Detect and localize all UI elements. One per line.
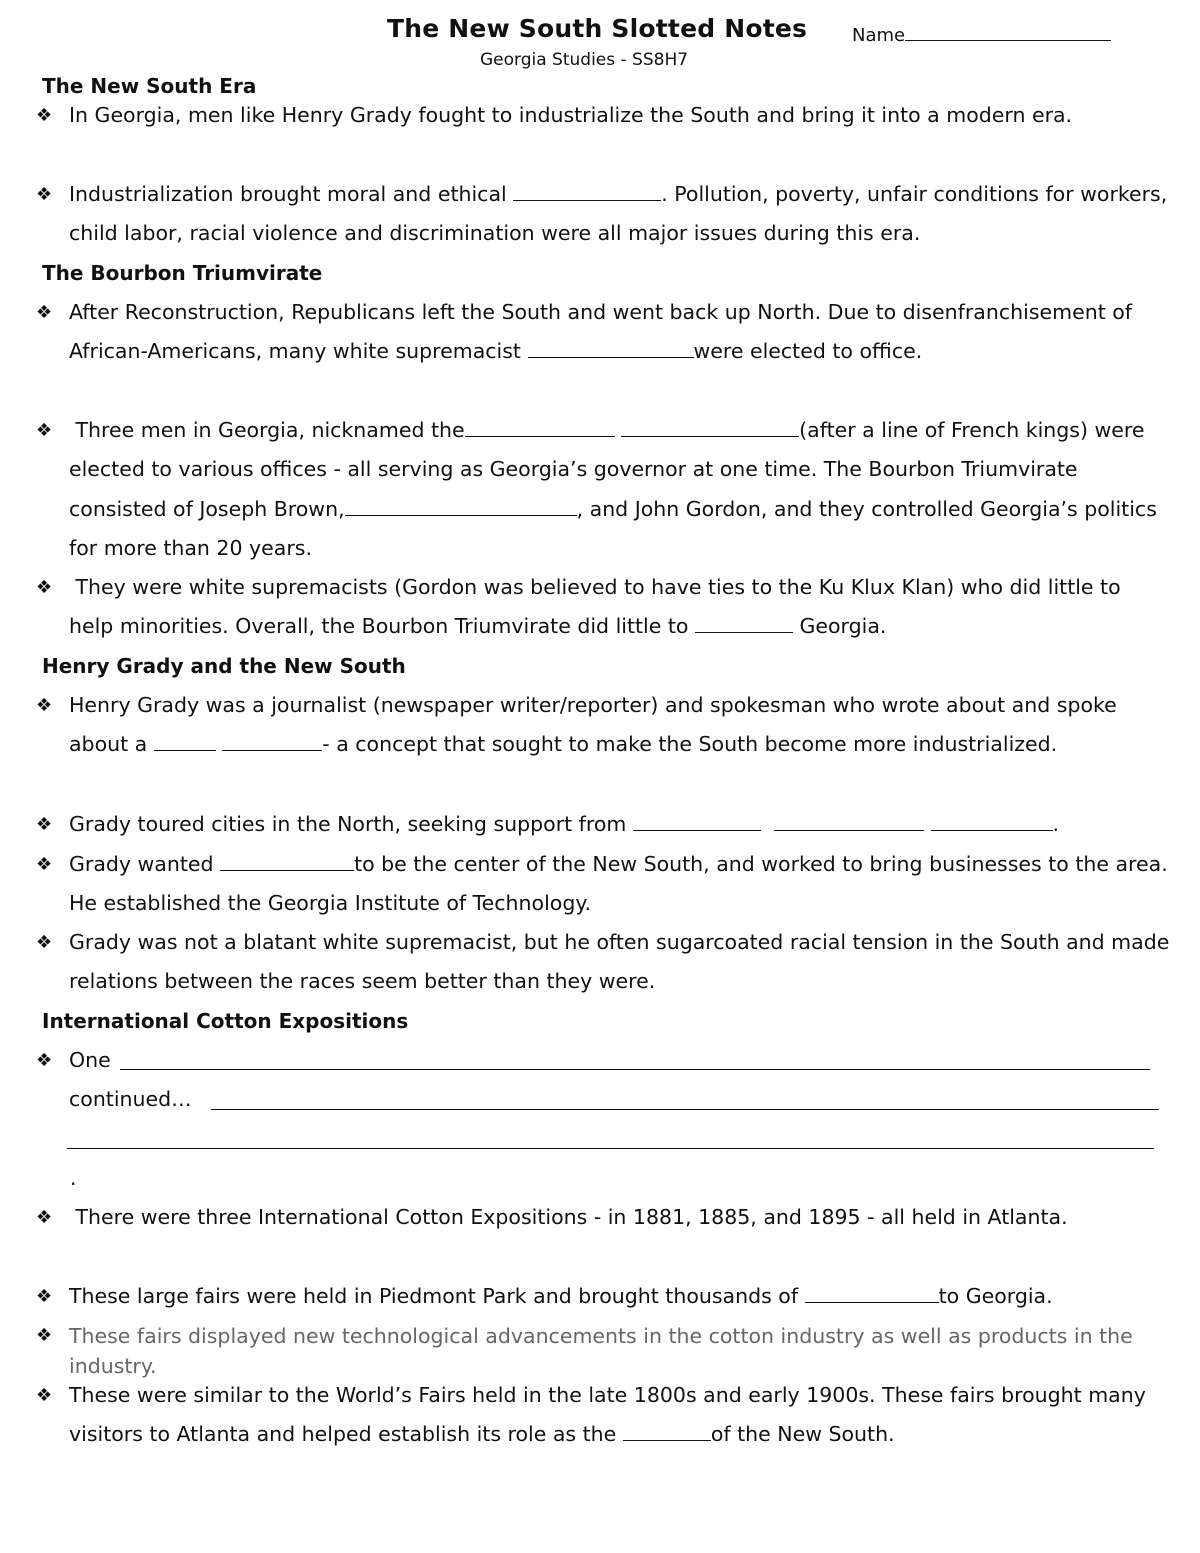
name-field [852,20,1111,46]
bullet-text: These fairs displayed new technological advancements in the cotton industry as well as products in the industry. [69,1324,1133,1378]
section-heading-new-south-era: The New South Era [42,74,257,98]
bullet-icon: ❖ [36,1385,53,1406]
fill-blank[interactable] [222,730,322,752]
bullet-text: These large fairs were held in Piedmont Park and brought thousands of to Georgia. [69,1277,1171,1316]
bullet-era-problems [36,175,1171,254]
bullet-text: After Reconstruction, Republicans left the South and went back up North. Due to disenfranchisement of African-Americans, many white supremacist were elected to office. [69,300,1133,364]
bullet-bourbon-three-men [36,411,1171,568]
bullet-icon: ❖ [36,1207,53,1228]
bullet-icon: ❖ [36,1050,53,1071]
fill-blank[interactable] [805,1282,939,1304]
bullet-text: One [69,1048,111,1072]
line-end-period: . [70,1166,77,1190]
bullet-text: In Georgia, men like Henry Grady fought to industrialize the South and bring it into a modern era. [69,103,1073,127]
bullet-icon: ❖ [36,814,53,835]
bullet-icon: ❖ [36,854,53,875]
bullet-text: Grady toured cities in the North, seeking support from . [69,805,1171,844]
bullet-text: Grady was not a blatant white supremacist, but he often sugarcoated racial tension in the South and made relations between the races seem better than they were. [69,930,1170,994]
page-subtitle: Georgia Studies - SS8H7 [480,50,689,70]
bullet-text: Henry Grady was a journalist (newspaper writer/reporter) and spokesman who wrote about and spoke about a - a concept that sought to make the South become more industrialized. [69,693,1117,757]
bullet-bourbon-reconstruction [36,293,1171,372]
bullet-grady-journalist [36,686,1171,765]
bullet-icon: ❖ [36,1286,53,1307]
bullet-text: They were white supremacists (Gordon was believed to have ties to the Ku Klux Klan) who did little to help minorities. Overall, the Bourbon Triumvirate did little to Georgia. [69,575,1121,639]
bullet-icon: ❖ [36,184,53,205]
bullet-cotton-continued [36,1080,1171,1119]
bullet-icon: ❖ [36,420,53,441]
name-blank[interactable] [905,20,1111,41]
fill-blank[interactable] [513,180,661,202]
bullet-grady-race [36,923,1171,1002]
bullet-icon: ❖ [36,577,53,598]
fill-blank[interactable] [931,810,1053,832]
writing-line[interactable] [211,1109,1159,1110]
bullet-text: There were three International Cotton Expositions - in 1881, 1885, and 1895 - all held in Atlanta. [75,1205,1068,1229]
bullet-cotton-technology [36,1321,1171,1381]
fill-blank[interactable] [695,612,793,634]
bullet-text: Grady wanted to be the center of the New South, and worked to bring businesses to the area. He established the Georgia Institute of Technology. [69,845,1171,924]
name-label: Name [852,25,906,46]
bullet-text: These were similar to the World’s Fairs held in the late 1800s and early 1900s. These fairs brought many visitors to Atlanta and helped establish its role as the of the New South. [69,1383,1146,1447]
continued-label: continued… [69,1087,192,1111]
bullet-grady-atlanta [36,845,1171,924]
writing-line[interactable] [120,1069,1150,1070]
fill-blank[interactable] [465,416,615,438]
fill-blank[interactable] [623,1420,711,1442]
bullet-bourbon-supremacists [36,568,1171,647]
bullet-icon: ❖ [36,105,53,126]
section-heading-bourbon: The Bourbon Triumvirate [42,261,323,285]
bullet-text: Industrialization brought moral and ethical . Pollution, poverty, unfair conditions for workers, child labor, racial violence and discrimination were all major issues during this era. [69,175,1171,254]
bullet-icon: ❖ [36,932,53,953]
bullet-text: Three men in Georgia, nicknamed the (after a line of French kings) were elected to various offices - all serving as Georgia’s governor at one time. The Bourbon Triumvirate consisted of Joseph Brown, , and John Gordon, and they controlled Georgia’s politics for more than 20 years. [69,411,1171,568]
bullet-cotton-piedmont [36,1277,1171,1316]
fill-blank[interactable] [220,850,354,872]
fill-blank[interactable] [633,810,761,832]
bullet-cotton-worlds-fairs [36,1376,1171,1455]
fill-blank[interactable] [345,494,577,516]
section-heading-grady: Henry Grady and the New South [42,654,406,678]
bullet-icon: ❖ [36,695,53,716]
section-heading-cotton: International Cotton Expositions [42,1009,409,1033]
fill-blank[interactable] [621,416,799,438]
bullet-era-industrialize [36,96,1171,135]
bullet-icon: ❖ [36,302,53,323]
fill-blank[interactable] [528,337,694,359]
bullet-cotton-three [36,1198,1171,1237]
bullet-grady-toured [36,805,1171,844]
bullet-cotton-one [36,1041,1171,1080]
writing-line[interactable] [67,1148,1154,1149]
bullet-icon: ❖ [36,1325,53,1346]
fill-blank[interactable] [774,810,924,832]
fill-blank[interactable] [154,730,216,752]
page-title: The New South Slotted Notes [387,14,808,43]
